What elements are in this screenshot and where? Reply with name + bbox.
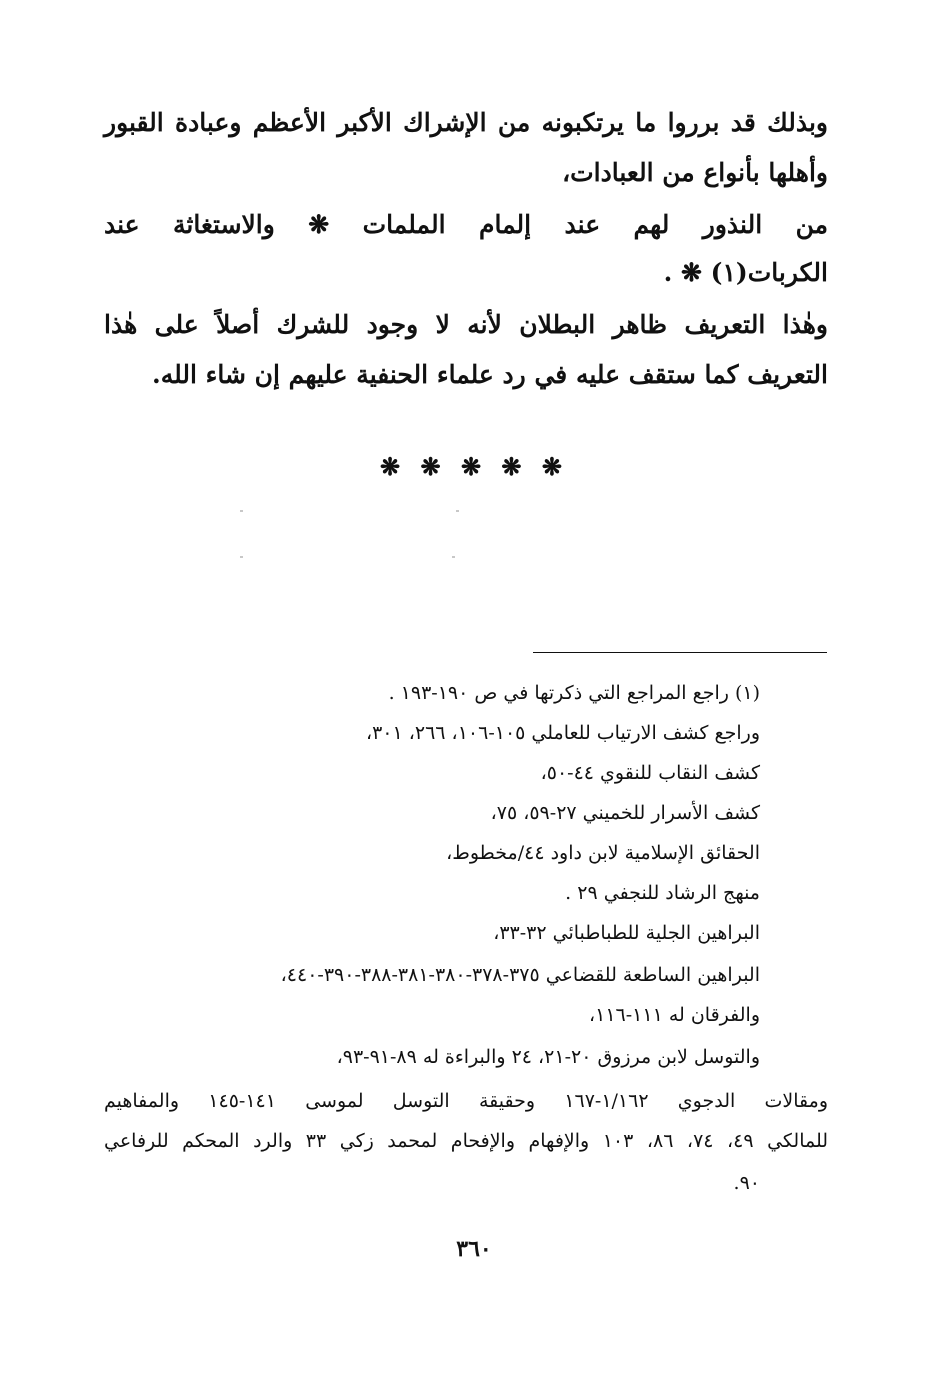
scan-speck (240, 510, 243, 512)
footnote-line1: (١) راجع المراجع التي ذكرتها في ص ١٩٠-١٩٣ . (388, 682, 760, 704)
para2-line2: التعريف كما ستقف عليه في رد علماء الحنفية عليهم إن شاء الله. (152, 360, 828, 389)
footnote-line2: وراجع كشف الارتياب للعاملي ١٠٥-١٠٦، ٢٦٦، ٣٠١، (365, 722, 760, 744)
verse-line2: الكربات(١) ❋ . (663, 258, 828, 287)
scan-speck (452, 556, 455, 558)
footnote-line4: كشف الأسرار للخميني ٢٧-٥٩، ٧٥، (490, 802, 760, 824)
para1-line2: وأهلها بأنواع من العبادات، (562, 158, 828, 187)
footnote-line13: ٩٠. (733, 1172, 760, 1194)
scan-speck (456, 510, 459, 512)
page-number: ٣٦٠ (456, 1236, 492, 1262)
section-separator-stars: ❋ ❋ ❋ ❋ ❋ (380, 452, 568, 481)
footnote-line7: البراهين الجلية للطباطبائي ٣٢-٣٣، (493, 922, 760, 944)
footnote-line3: كشف النقاب للنقوي ٤٤-٥٠، (540, 762, 760, 784)
verse-line1: من النذور لهم عند إلمام الملمات ❋ والاستغاثة عند (104, 210, 828, 239)
footnote-line11: ومقالات الدجوي ١/١٦٢-١٦٧ وحقيقة التوسل لموسى ١٤١-١٤٥ والمفاهيم (104, 1090, 829, 1112)
footnote-separator-rule (533, 652, 827, 653)
footnote-line9: والفرقان له ١١١-١١٦، (588, 1004, 760, 1026)
scan-speck (240, 556, 243, 558)
footnote-line12: للمالكي ٤٩، ٧٤، ٨٦، ١٠٣ والإفهام والإفحام لمحمد زكي ٣٣ والرد المحكم للرفاعي (104, 1130, 829, 1152)
para1-line1: وبذلك قد برروا ما يرتكبونه من الإشراك الأكبر الأعظم وعبادة القبور (104, 108, 828, 137)
para2-line1: وهٰذا التعريف ظاهر البطلان لأنه لا وجود للشرك أصلاً على هٰذا (104, 310, 828, 339)
footnote-line5: الحقائق الإسلامية لابن داود ٤٤/مخطوط، (446, 842, 760, 864)
footnote-line8: البراهين الساطعة للقضاعي ٣٧٥-٣٧٨-٣٨٠-٣٨١-٣٨٨-٣٩٠-٤٤٠، (280, 964, 760, 986)
footnote-line10: والتوسل لابن مرزوق ٢٠-٢١، ٢٤ والبراءة له ٨٩-٩١-٩٣، (336, 1046, 760, 1068)
footnote-line6: منهج الرشاد للنجفي ٢٩ . (565, 882, 760, 904)
